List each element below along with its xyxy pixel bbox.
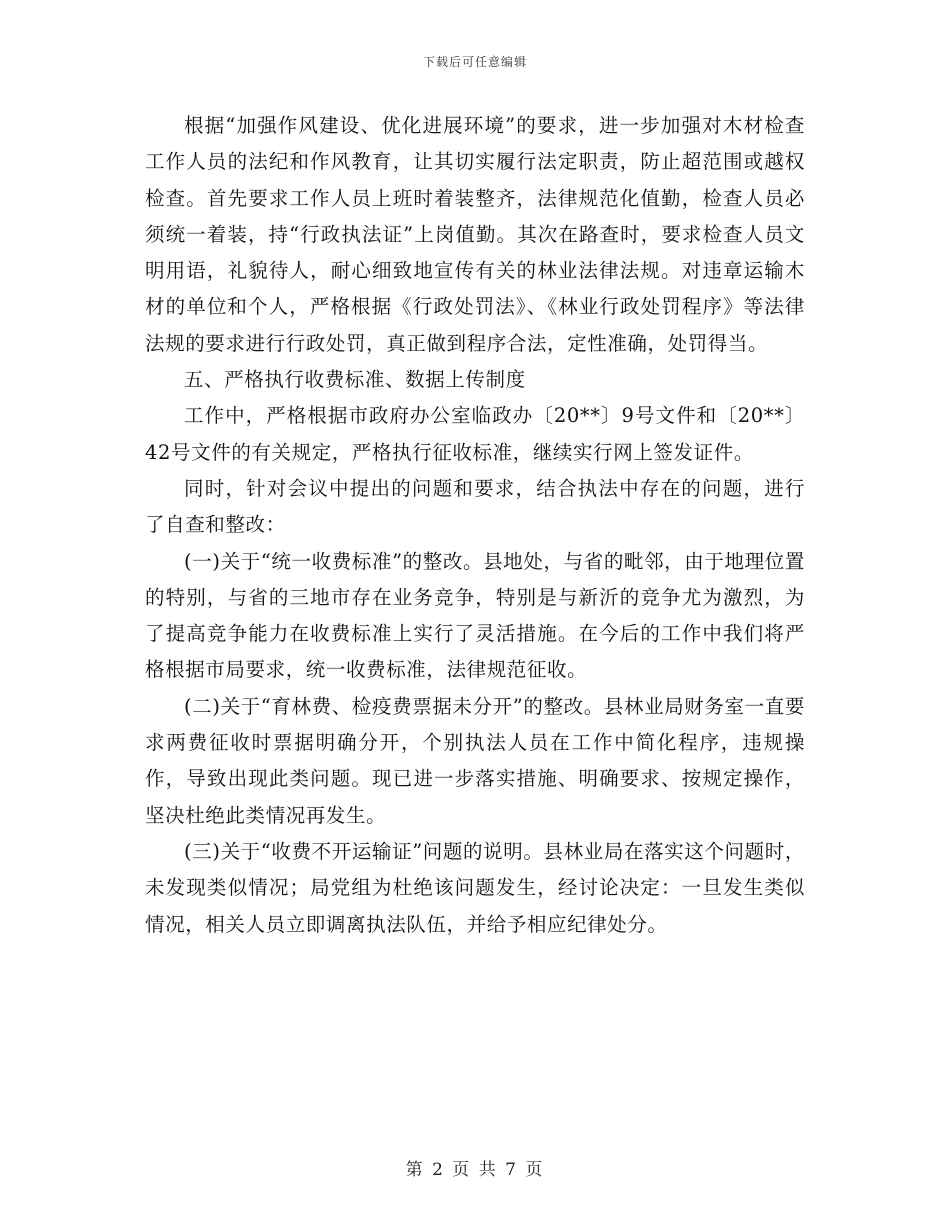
page-header: 下载后可任意编辑 [422,55,527,69]
paragraph-item-two: (二)关于“育林费、检疫费票据未分开”的整改。县林业局财务室一直要求两费征收时票据明确分开，个别执法人员在工作中简化程序，违规操作，导致出现此类问题。现已进一步落实措施、明确要求、按规定操作，坚决杜绝此类情况再发生。 [145,694,805,827]
paragraph-conduct-education: 根据“加强作风建设、优化进展环境”的要求，进一步加强对木材检查工作人员的法纪和作风教育，让其切实履行法定职责，防止超范围或越权检查。首先要求工作人员上班时着装整齐，法律规范化值勤，检查人员必须统一着装，持“行政执法证”上岗值勤。其次在路查时，要求检查人员文明用语，礼貌待人，耐心细致地宣传有关的林业法律法规。对违章运输木材的单位和个人，严格根据《行政处罚法》、《林业行政处罚程序》等法律法规的要求进行行政处罚，真正做到程序合法，定性准确，处罚得当。 [145,114,805,355]
paragraph-item-one: (一)关于“统一收费标准”的整改。县地处，与省的毗邻，由于地理位置的特别，与省的三地市存在业务竞争，特别是与新沂的竞争尤为激烈，为了提高竞争能力在收费标准上实行了灵活措施。在今后的工作中我们将严格根据市局要求，统一收费标准，法律规范征收。 [145,549,805,682]
paragraph-fee-standard: 工作中，严格根据市政府办公室临政办〔20**〕9号文件和〔20**〕42号文件的有关规定，严格执行征收标准，继续实行网上签发证件。 [145,404,805,464]
paragraph-self-inspection: 同时，针对会议中提出的问题和要求，结合执法中存在的问题，进行了自查和整改： [145,476,805,537]
document-body [145,108,805,943]
section-heading-five: 五、严格执行收费标准、数据上传制度 [184,368,526,392]
page-footer: 第 2 页 共 7 页 [405,1160,545,1180]
paragraph-item-three: (三)关于“收费不开运输证”问题的说明。县林业局在落实这个问题时，未发现类似情况；局党组为杜绝该问题发生，经讨论决定：一旦发生类似情况，相关人员立即调离执法队伍，并给予相应纪律处分。 [145,839,805,936]
